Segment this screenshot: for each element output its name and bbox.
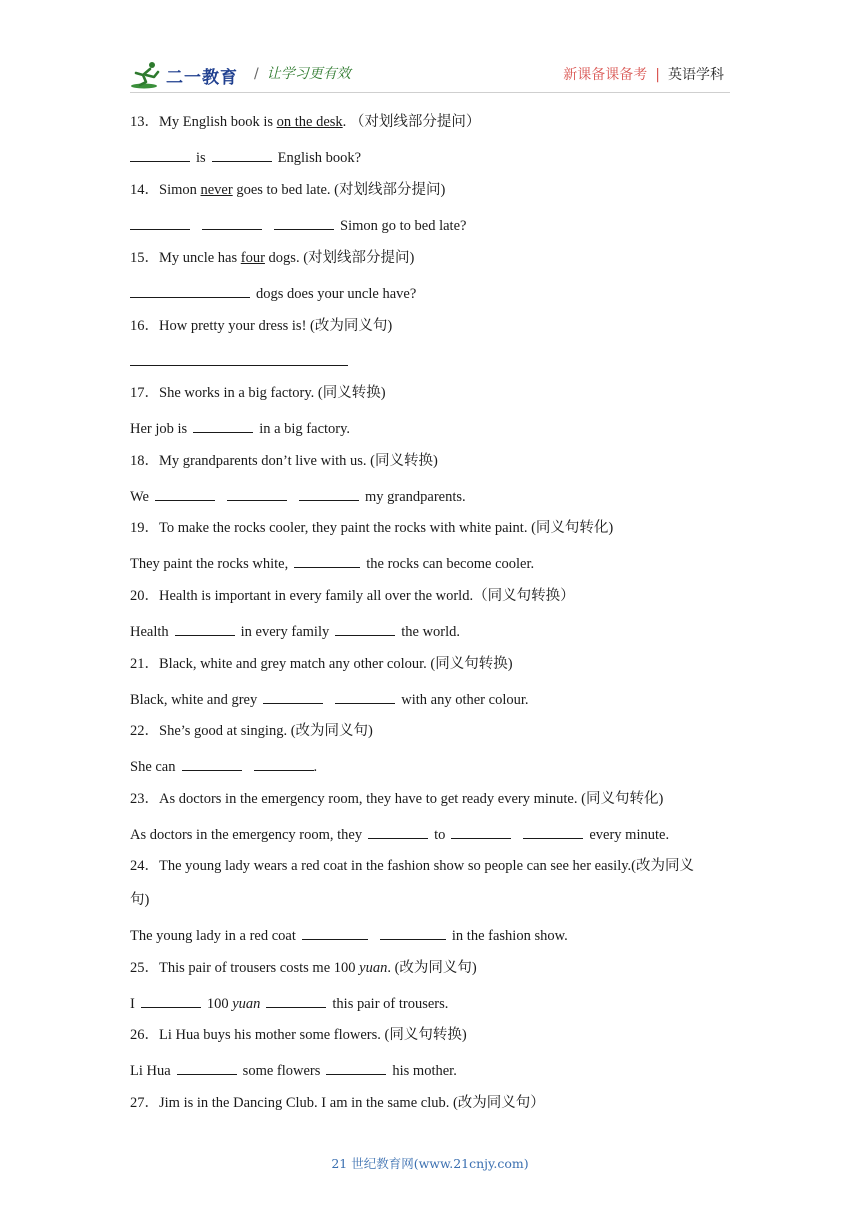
question-13: 13．My English book is on the desk. （对划线部分提问） — [130, 114, 481, 130]
blank[interactable] — [368, 824, 428, 839]
header-tag-right: 英语学科 — [668, 67, 724, 83]
blank[interactable] — [177, 1060, 237, 1075]
header-tags — [563, 64, 724, 84]
blank[interactable] — [451, 824, 511, 839]
blank[interactable] — [202, 215, 262, 230]
question-15: 15．My uncle has four dogs. (对划线部分提问) — [130, 250, 415, 266]
blank[interactable] — [302, 925, 368, 940]
answer-25: I 100 yuan this pair of trousers. — [130, 993, 448, 1013]
blank[interactable] — [326, 1060, 386, 1075]
question-24: 24．The young lady wears a red coat in the fashion show so people can see her easily.(改为同义 — [130, 858, 694, 874]
question-23: 23．As doctors in the emergency room, they have to get ready every minute. (同义句转化) — [130, 791, 664, 807]
answer-21: Black, white and grey with any other colour. — [130, 689, 529, 709]
question-25: 25．This pair of trousers costs me 100 yuan. (改为同义句) — [130, 960, 477, 976]
blank[interactable] — [274, 215, 334, 230]
answer-23: As doctors in the emergency room, they to every minute. — [130, 824, 669, 844]
slogan: / 让学习更有效 — [254, 66, 351, 82]
blank[interactable] — [193, 418, 253, 433]
blank[interactable] — [182, 756, 242, 771]
question-22: 22．She’s good at singing. (改为同义句) — [130, 723, 373, 739]
page-header — [130, 58, 730, 92]
header-divider — [130, 92, 730, 93]
answer-16 — [130, 351, 354, 371]
blank[interactable] — [130, 351, 348, 366]
blank[interactable] — [212, 147, 272, 162]
blank[interactable] — [155, 486, 215, 501]
question-16: 16．How pretty your dress is! (改为同义句) — [130, 318, 393, 334]
header-tag-left: 新课备课备考 — [563, 67, 648, 83]
answer-17: Her job is in a big factory. — [130, 418, 350, 438]
answer-13: is English book? — [130, 147, 361, 167]
question-26: 26．Li Hua buys his mother some flowers. (同义句转换) — [130, 1027, 467, 1043]
logo-text: 二一教育 — [166, 67, 238, 87]
answer-14: Simon go to bed late? — [130, 215, 466, 235]
question-17: 17．She works in a big factory. (同义转换) — [130, 385, 386, 401]
blank[interactable] — [380, 925, 446, 940]
question-19: 19．To make the rocks cooler, they paint the rocks with white paint. (同义句转化) — [130, 520, 614, 536]
blank[interactable] — [130, 283, 250, 298]
question-24-cont: 句) — [130, 892, 150, 908]
question-20: 20．Health is important in every family all over the world.（同义句转换） — [130, 588, 575, 604]
answer-20: Health in every family the world. — [130, 621, 460, 641]
question-18: 18．My grandparents don’t live with us. (同义转换) — [130, 453, 438, 469]
page-footer: 21 世纪教育网(www.21cnjy.com) — [331, 1156, 529, 1171]
blank[interactable] — [130, 215, 190, 230]
blank[interactable] — [335, 689, 395, 704]
question-21: 21．Black, white and grey match any other colour. (同义句转换) — [130, 656, 513, 672]
answer-26: Li Hua some flowers his mother. — [130, 1060, 457, 1080]
logo — [130, 58, 238, 92]
answer-22: She can . — [130, 756, 317, 776]
blank[interactable] — [141, 993, 201, 1008]
answer-15: dogs does your uncle have? — [130, 283, 416, 303]
blank[interactable] — [254, 756, 314, 771]
blank[interactable] — [523, 824, 583, 839]
question-27: 27．Jim is in the Dancing Club. I am in the same club. (改为同义句） — [130, 1095, 545, 1111]
blank[interactable] — [130, 147, 190, 162]
blank[interactable] — [335, 621, 395, 636]
answer-24: The young lady in a red coat in the fashion show. — [130, 925, 568, 945]
blank[interactable] — [299, 486, 359, 501]
blank[interactable] — [227, 486, 287, 501]
answer-18: We my grandparents. — [130, 486, 466, 506]
header-separator: | — [655, 67, 660, 83]
question-14: 14．Simon never goes to bed late. (对划线部分提问) — [130, 182, 446, 198]
runner-logo-icon — [130, 60, 164, 90]
blank[interactable] — [294, 553, 360, 568]
answer-19: They paint the rocks white, the rocks can become cooler. — [130, 553, 534, 573]
blank[interactable] — [175, 621, 235, 636]
blank[interactable] — [263, 689, 323, 704]
blank[interactable] — [266, 993, 326, 1008]
